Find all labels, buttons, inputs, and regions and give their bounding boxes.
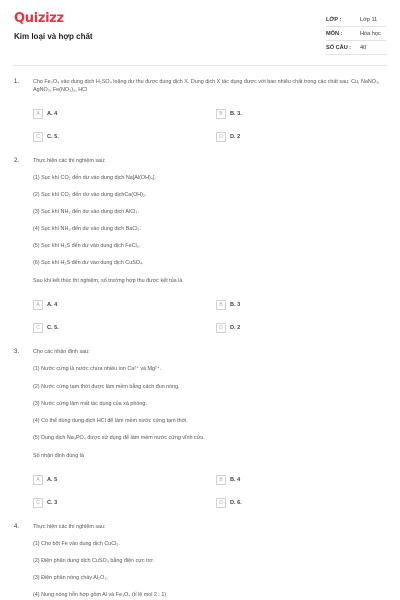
option-key: B — [216, 109, 226, 119]
option-c[interactable] — [33, 132, 59, 142]
meta-subject-key: MÔN : — [326, 31, 343, 37]
statement-line: (2) Sục khí CO₂ đến dư vào dung dịchCa(OH)₂. — [33, 192, 147, 198]
page-title: Kim loại và hợp chất — [14, 32, 93, 41]
option-d[interactable] — [216, 323, 240, 333]
option-d[interactable] — [216, 498, 242, 508]
statement-line: (1) Nước cứng là nước chứa nhiều ion Ca²⁺ và Mg²⁺. — [33, 366, 162, 372]
option-c[interactable] — [33, 323, 59, 333]
quizizz-logo: Quizizz — [14, 11, 64, 26]
option-label: B. 3. — [230, 111, 242, 117]
statement-line: (2) Điện phân dung dịch CuSO₄ bằng điện cực trơ. — [33, 558, 155, 564]
option-b[interactable] — [216, 300, 240, 310]
option-key: B — [216, 475, 226, 485]
statement-line: (3) Điện phân nóng chảy Al₂O₃. — [33, 575, 109, 581]
question-number: 4. — [14, 524, 20, 530]
option-c[interactable] — [33, 498, 57, 508]
statement-line: (4) Nung nóng hỗn hợp gồm Al và Fe₃O₄ (tỉ lệ mol 2 : 1) — [33, 592, 167, 598]
option-label: C. 5. — [47, 325, 59, 331]
option-key: C — [33, 132, 43, 142]
option-key: D — [216, 132, 226, 142]
question-number: 2. — [14, 158, 20, 164]
statement-line: (6) Sục khí H₂S đến dư vào dung dịch CuSO₄. — [33, 260, 144, 266]
divider — [326, 54, 386, 55]
question-number: 3. — [14, 349, 20, 355]
option-a[interactable] — [33, 109, 57, 119]
question-number: 1. — [14, 79, 20, 85]
option-label: C. 3 — [47, 500, 58, 506]
option-label: A. 4 — [47, 111, 58, 117]
divider — [326, 40, 386, 41]
statement-line: (4) Sục khí NH₃ đến dư vào dung dịch BaCl₂. — [33, 226, 141, 232]
meta-grade — [326, 17, 377, 23]
meta-grade-value: Lớp 11 — [360, 17, 378, 23]
option-label: B. 4 — [230, 477, 241, 483]
question-text: Cho Fe₃O₄ vào dung dịch H₂SO₄ loãng dư thu được dung dịch X. Dung dịch X tác dụng được với bao nhiêu chất trong các chất sau: Cu, NaNO₃, AgNO₃, Fe(NO₃)₃, HCl — [33, 79, 380, 93]
question-text: Cho các nhận định sau: — [33, 349, 90, 355]
question-text: Thực hiện các thí nghiệm sau: — [33, 158, 106, 164]
meta-count-key: SỐ CÂU : — [326, 45, 352, 51]
option-a[interactable] — [33, 300, 57, 310]
option-label: C. 5. — [47, 134, 59, 140]
meta-grade-key: LỚP : — [326, 17, 342, 23]
statement-line: (1) Sục khí CO₂ đến dư vào dung dịch Na[Al(OH)₄]. — [33, 175, 156, 181]
statement-line: (4) Có thể dùng dung dịch HCl để làm mềm nước cứng tạm thời. — [33, 418, 188, 424]
meta-count-value: 40 — [360, 45, 367, 51]
meta-subject-value: Hóa học — [360, 31, 381, 37]
option-label: D. 6. — [230, 500, 242, 506]
option-key: B — [216, 300, 226, 310]
statement-line: (2) Nước cứng tạm thời được làm mềm bằng cách đun nóng. — [33, 384, 180, 390]
option-b[interactable] — [216, 475, 240, 485]
statement-line: (1) Cho bột Fe vào dung dịch CuCl₂. — [33, 541, 120, 547]
option-label: A. 5 — [47, 477, 58, 483]
option-key: D — [216, 498, 226, 508]
option-a[interactable] — [33, 475, 57, 485]
option-d[interactable] — [216, 132, 240, 142]
statement-line: (5) Dung dịch Na₃PO₄ được sử dụng để làm mềm nước cứng vĩnh cửu. — [33, 435, 205, 441]
option-label: D. 2 — [230, 134, 241, 140]
statement-line: (3) Nước cứng làm mất tác dụng của xà phòng. — [33, 401, 147, 407]
option-label: B. 3 — [230, 302, 241, 308]
statement-line: Số nhận định đúng là — [33, 453, 84, 459]
option-key: A — [33, 300, 43, 310]
option-label: A. 4 — [47, 302, 58, 308]
option-b[interactable] — [216, 109, 242, 119]
header-divider — [14, 65, 386, 66]
option-key: A — [33, 475, 43, 485]
statement-line: (3) Sục khí NH₃ đến dư vào dung dịch AlCl₃. — [33, 209, 139, 215]
option-key: D — [216, 323, 226, 333]
divider — [326, 26, 386, 27]
statement-line: Sau khi kết thúc thí nghiệm, số trường hợp thu được kết tủa là — [33, 278, 183, 284]
option-key: C — [33, 498, 43, 508]
question-text: Thực hiện các thí nghiệm sau: — [33, 524, 106, 530]
option-key: A — [33, 109, 43, 119]
meta-count — [326, 45, 366, 51]
option-label: D. 2 — [230, 325, 241, 331]
option-key: C — [33, 323, 43, 333]
meta-subject — [326, 31, 381, 37]
statement-line: (5) Sục khí H₂S đến dư vào dung dịch FeCl₂. — [33, 243, 141, 249]
